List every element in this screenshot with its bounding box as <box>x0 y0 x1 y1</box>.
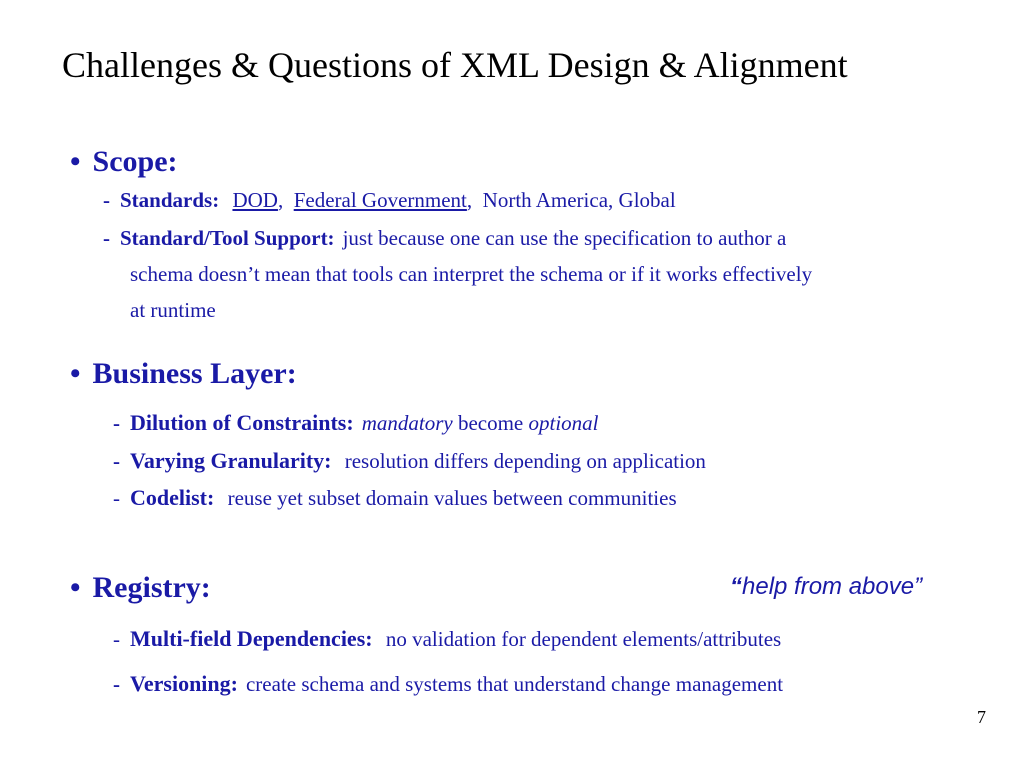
optional-text: optional <box>528 411 599 435</box>
dash-marker: - <box>113 449 120 473</box>
page-number: 7 <box>977 707 986 727</box>
sub-item-multifield <box>113 626 781 652</box>
become-text: become <box>457 411 524 435</box>
bullet-dot-icon: • <box>70 145 81 178</box>
bullet-registry <box>70 571 211 605</box>
codelist-label: Codelist: <box>130 485 215 510</box>
tool-support-text-line2: schema doesn’t mean that tools can interpret the schema or if it works effectively <box>130 262 813 286</box>
bullet-scope <box>70 145 178 179</box>
bullet-dot-icon: • <box>70 571 81 604</box>
codelist-text: reuse yet subset domain values between communities <box>227 486 677 510</box>
sub-item-dilution <box>113 410 599 436</box>
help-from-above-quote <box>730 573 922 601</box>
tool-support-label: Standard/Tool Support: <box>120 226 335 250</box>
slide-title: Challenges & Questions of XML Design & Alignment <box>62 45 848 85</box>
sub-item-granularity <box>113 448 706 474</box>
federal-government-link[interactable]: Federal Government <box>293 188 467 212</box>
dilution-label: Dilution of Constraints: <box>130 410 354 435</box>
granularity-label: Varying Granularity: <box>130 448 332 473</box>
open-quote-mark: “ <box>730 573 742 600</box>
standards-rest-text: North America, Global <box>482 188 676 212</box>
sub-item-tool-support <box>103 226 786 251</box>
bullet-dot-icon: • <box>70 357 81 390</box>
scope-heading: Scope: <box>92 145 178 178</box>
tool-support-text-line3: at runtime <box>130 298 216 322</box>
versioning-label: Versioning: <box>130 671 238 696</box>
dash-marker: - <box>113 627 120 651</box>
dod-link[interactable]: DOD <box>232 188 278 212</box>
separator: , <box>277 188 284 212</box>
dash-marker: - <box>113 411 120 435</box>
dash-marker: - <box>113 672 120 696</box>
dash-marker: - <box>103 188 110 212</box>
bullet-business-layer <box>70 357 297 391</box>
sub-item-codelist <box>113 485 677 511</box>
versioning-text: create schema and systems that understand change management <box>245 672 784 696</box>
mandatory-text: mandatory <box>361 411 453 435</box>
dash-marker: - <box>103 226 110 250</box>
standards-label: Standards: <box>120 188 220 212</box>
sub-item-versioning <box>113 671 783 697</box>
multifield-text: no validation for dependent elements/attributes <box>385 627 782 651</box>
quote-text: help from above” <box>742 573 923 600</box>
separator: , <box>466 188 473 212</box>
sub-item-standards <box>103 188 676 213</box>
business-layer-heading: Business Layer: <box>92 357 297 390</box>
tool-support-text-line1: just because one can use the specification to author a <box>342 226 787 250</box>
registry-heading: Registry: <box>92 571 211 604</box>
granularity-text: resolution differs depending on application <box>344 449 706 473</box>
multifield-label: Multi-field Dependencies: <box>130 626 373 651</box>
dash-marker: - <box>113 486 120 510</box>
